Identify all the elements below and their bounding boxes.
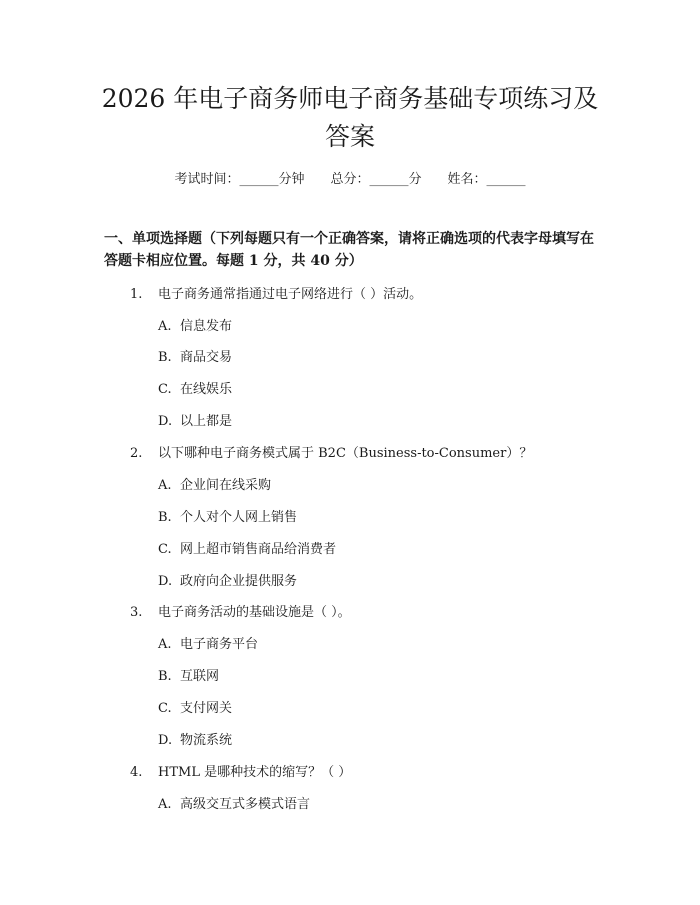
option-2d	[158, 570, 297, 589]
option-letter: A.	[158, 478, 172, 493]
section-heading: 一、单项选择题（下列每题只有一个正确答案，请将正确选项的代表字母填写在答题卡相应位置。每题 1 分，共 40 分）	[104, 231, 594, 269]
option-text: 个人对个人网上销售	[180, 510, 298, 525]
option-letter: B.	[158, 350, 172, 365]
option-text: 互联网	[180, 669, 220, 684]
option-text: 高级交互式多模式语言	[180, 797, 311, 812]
option-2a	[158, 474, 271, 493]
option-letter: C.	[158, 542, 172, 557]
question-number: 1.	[130, 287, 143, 302]
option-letter: B.	[158, 510, 172, 525]
question-number: 2.	[130, 446, 143, 461]
option-1a	[158, 315, 232, 334]
option-2c	[158, 538, 336, 557]
name-label: 姓名：______	[447, 172, 526, 187]
option-text: 支付网关	[180, 701, 233, 716]
option-3a	[158, 633, 258, 652]
question-2	[130, 442, 532, 461]
option-text: 电子商务平台	[180, 637, 259, 652]
exam-time-label: 考试时间：______分钟	[174, 172, 305, 187]
option-letter: B.	[158, 669, 172, 684]
option-text: 在线娱乐	[180, 382, 233, 397]
option-letter: C.	[158, 701, 172, 716]
question-text: 电子商务通常指通过电子网络进行（ ）活动。	[158, 287, 423, 302]
option-3b	[158, 665, 219, 684]
option-3d	[158, 729, 232, 748]
option-text: 以上都是	[180, 414, 233, 429]
option-text: 企业间在线采购	[180, 478, 272, 493]
option-letter: D.	[158, 574, 173, 589]
option-text: 政府向企业提供服务	[180, 574, 298, 589]
document-title: 2026 年电子商务师电子商务基础专项练习及答案	[101, 84, 599, 151]
question-3	[130, 601, 351, 620]
option-letter: A.	[158, 797, 172, 812]
option-letter: A.	[158, 637, 172, 652]
question-number: 3.	[130, 605, 143, 620]
question-text: 电子商务活动的基础设施是（ ）。	[158, 605, 351, 620]
option-3c	[158, 697, 232, 716]
option-letter: D.	[158, 414, 173, 429]
option-letter: D.	[158, 733, 173, 748]
option-1b	[158, 346, 232, 365]
option-1d	[158, 410, 232, 429]
option-text: 信息发布	[180, 319, 233, 334]
option-letter: A.	[158, 319, 172, 334]
option-letter: C.	[158, 382, 172, 397]
question-text: HTML 是哪种技术的缩写？（ ）	[158, 765, 352, 780]
question-text: 以下哪种电子商务模式属于 B2C（Business-to-Consumer）？	[158, 446, 533, 461]
option-text: 物流系统	[180, 733, 233, 748]
option-1c	[158, 378, 232, 397]
total-score-label: 总分：______分	[330, 172, 422, 187]
question-4	[130, 761, 351, 780]
option-2b	[158, 506, 297, 525]
option-4a	[158, 793, 310, 812]
exam-meta	[0, 168, 700, 187]
option-text: 网上超市销售商品给消费者	[180, 542, 337, 557]
option-text: 商品交易	[180, 350, 233, 365]
question-number: 4.	[130, 765, 143, 780]
question-1	[130, 283, 422, 302]
